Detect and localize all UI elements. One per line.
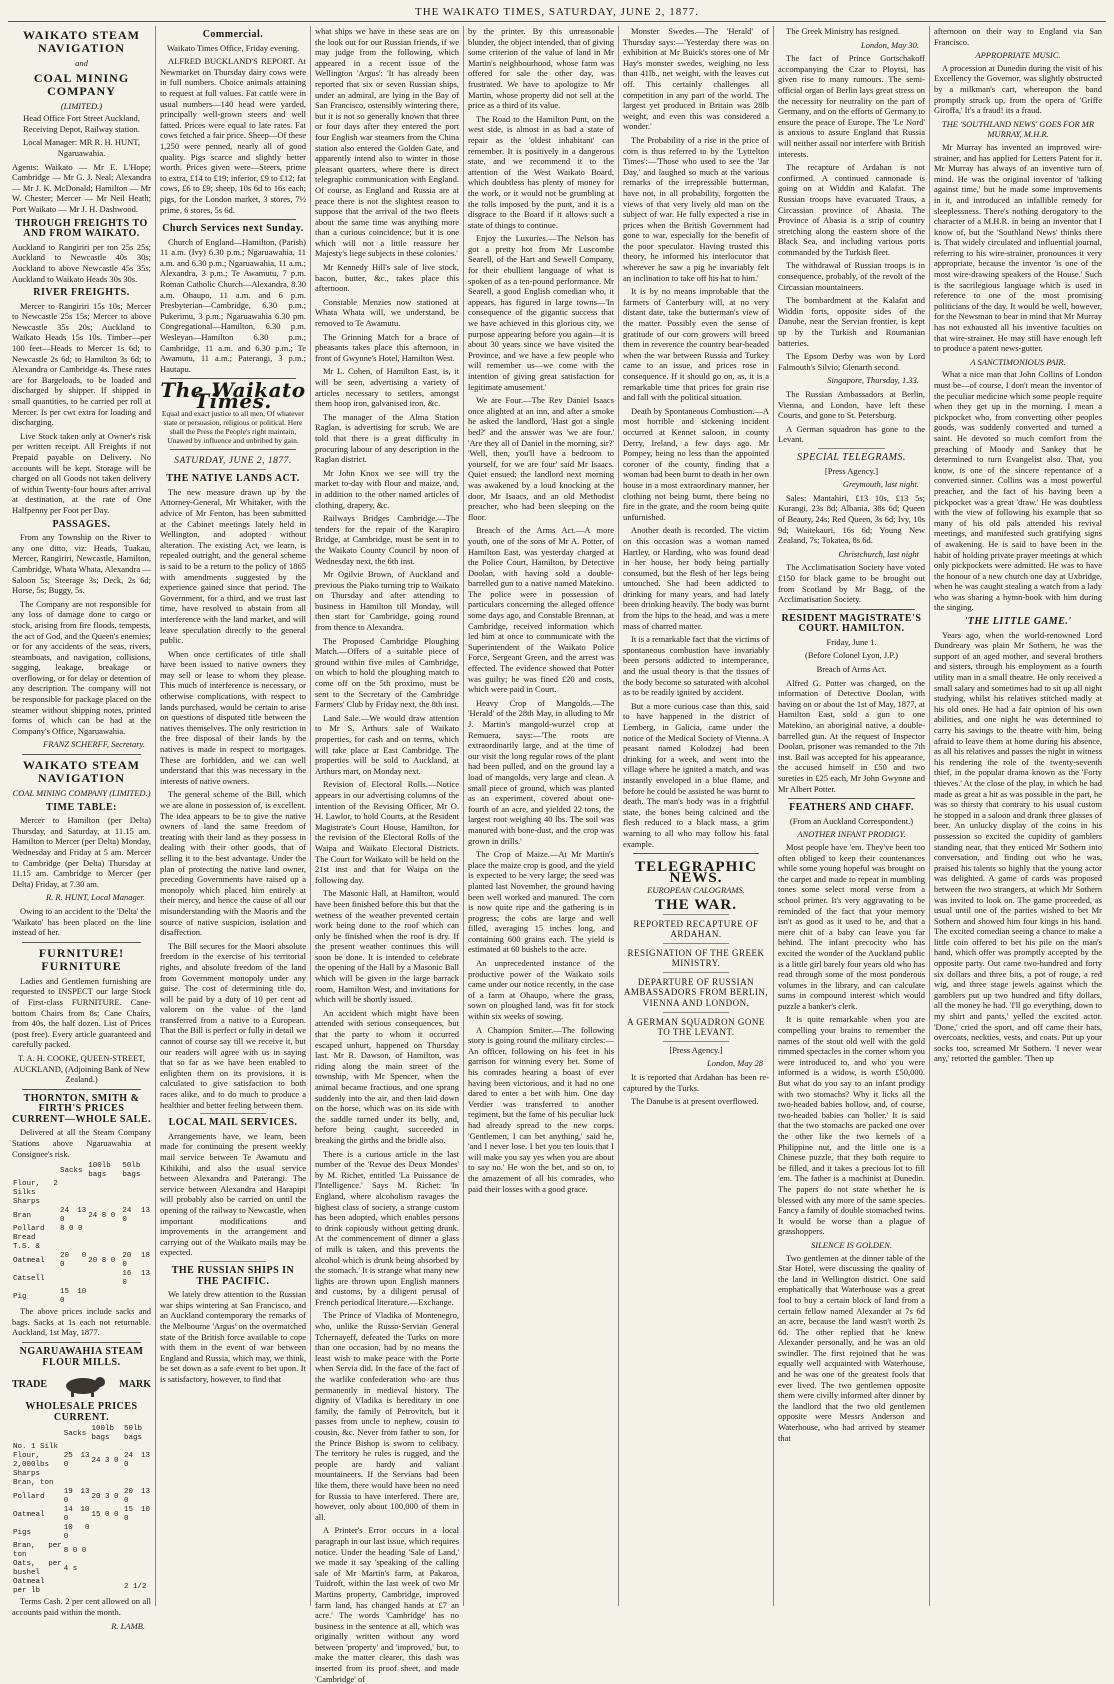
table-cell: Sharps bbox=[13, 1470, 41, 1479]
ad-prices-current-footer: The above prices include sacks and bags. Sacks at 1s each not returnable. Auckland, 1st May, 1877. bbox=[12, 1306, 151, 1338]
table-cell bbox=[59, 1270, 87, 1288]
greymouth-dateline: Greymouth, last night. bbox=[842, 479, 919, 490]
table-cell bbox=[63, 1470, 91, 1479]
table-cell: Flour, 2 Silks bbox=[13, 1180, 58, 1198]
table-row bbox=[12, 1488, 151, 1506]
news-item: A Printer's Error occurs in a local paragraph in our last issue, which requires notice. Under the heading 'Sale of Land,' we made it say 'speaking of the calling sale of Mr Martin's farm, at Pakaroa, Tuidroft, within the last week of two Mr Martins property, Cambridge, improved farm land, has changed hands at £7 an acre.' The words 'Cambridge' has no business in the sentence at all, which was originally written without any word between 'property' and 'improved,' but, to make the matter clearer, this dash was inserted from its proof sheet, and made 'Cambridge' of bbox=[315, 1525, 459, 1684]
news-item: Mr Ogilvie Brown, of Auckland and previous the Piako turning trip to Waikato on Thursday and after attending to business in Hamilton till Monday, will then start for Cambridge, going round from thence to Alexandra. bbox=[315, 569, 459, 633]
news-item: The Danube is at present overflowed. bbox=[631, 1096, 759, 1107]
table-row bbox=[12, 1198, 151, 1207]
divider bbox=[663, 1041, 729, 1042]
table-row bbox=[12, 1578, 151, 1596]
table-row bbox=[12, 1252, 151, 1270]
news-item: Mr John Knox we see will try the market to-day with flour and maize, and, in addition to the other named articles of clothing, drapery, &c. bbox=[315, 467, 459, 510]
sanctimonious-pair-heading: A SANCTIMONIOUS PAIR. bbox=[970, 356, 1066, 367]
russian-ships-text: We lately drew attention to the Russian war ships wintering at San Francisco, and an Auckland contemporary the remarks of the Melbourne 'Argus' on the overmatched state of the British force available to cope with them in the event of war between England and Russia, which may, we think, be set down as a safe event to bet upon. It is satisfactory, however, to find that bbox=[160, 1289, 306, 1384]
table-row bbox=[12, 1560, 151, 1578]
court-case-title: Breach of Arms Act. bbox=[816, 664, 887, 675]
table-cell: Pollard bbox=[13, 1492, 45, 1501]
ad-furniture-text: Ladies and Gentlemen furnishing are requested to INSPECT our large Stock of First-class FURNITURE. Cane-bottom Chairs from 8s; Cane Chairs, from 40s, the half dozen. List of Prices (post free). Every article guaranteed and carefully packed. bbox=[12, 975, 151, 1050]
christchurch-dateline: Christchurch, last night bbox=[838, 548, 919, 559]
ad-flour-mills-footer: Terms Cash. 2 per cent allowed on all accounts paid within the month. bbox=[12, 1596, 151, 1617]
table-cell bbox=[90, 1479, 123, 1488]
news-item: Enjoy the Luxuries.—The Nelson has got a pretty hot from Mr Luscombe Searell, of the Hart and Sewell Company, for their ebullient language of what is spoken of as a ten-pound performance. Mr Searell, a good English comedian who, it appears, has figured in large towns—'In consequence of the gigantic success that we have achieved in this glorious city, we purpose appearing before you again—it is about 30 years since we have visited the Province, and we have a few people who will remember us—we come with the intention of giving great satisfaction for legitimate amusement.' bbox=[468, 233, 614, 392]
table-cell bbox=[87, 1198, 121, 1207]
table-cell: Flour, 2,000lbs bbox=[13, 1452, 50, 1470]
news-item: Years ago, when the world-renowned Lord Dundreary was plain Mr Sothern, he was the support of an aged mother, and several brothers and sisters, through his employment as a fourth utility man in a small theatre. He only received a small salary and sometimes had to sit up all night studying, whilst his relatives stitched madly at his old ones. He had a fair opinion of his own abilities, and one night he was determined to carry his savings to the theatre with him, being afraid to leave them at home during his absence, as all his relatives and passes the night in witness his rendering the role of the twenty-seventh thief, in the popular drama known as the 'Forty thieves.' At the close of the play, in which he had made as great a hit as was possible in the part, he was so thirsty that contrary to his usual custom he stopped in a saloon and drank three glasses of beer. An unlucky display of the coins in his possession so excited the cupidity of gamblers standing near, that they enticed Mr Sothern into conversation, and finding out who he was, praised his talents so highly that the young actor was delighted. A game of cards was proposed between the two strangers, at which Mr Sothern was invited to look on. The game proceeded, as usual until one of the parties wished to bet Mr Sothern and showed him four kings in his hand. The excited comedian seeing a chance to make a little coin offered to bet his pile on the man's hand, which offer was promptly accepted by the opposite party. Out came two-hundred and forty six dollars and three bits, a pot of rouge, a red wig, and three stage jewels against which the gamblers put up two hundred and fifty dollars, all the money he had. 'I'll go everything, down to my shirt and pants,' yelled the excited actor. 'Done,' cried the sport, and off came their hats, overcoats, neckties, vests, and coats. Put up your socks too, screamed Mr Sothern. 'I never wear any,' retorted the gambler. 'Then up bbox=[934, 629, 1102, 1064]
editorial-dateline: SATURDAY, JUNE 2, 1877. bbox=[174, 455, 292, 466]
news-item: What a nice man that John Collins of London must be—of course, I don't mean the inventor of the peculiar medicine which some people require when they get up in the morning. I mean a pickpocket who, from converting other peoples goods, was suddenly converted and turned a saint. He devoted so much comfort from the preaching of Moody and Sankey that he determined to turn Evangelist also. That, you know, is one of the sincere repentance of a converted sinner. Collins was a most powerful preacher, and the fact of his having been a pickpocket was a great 'draw.' He was doubtless with the view of following his example that so many of his old pals attended his revival meetings, and manifested such gratifying signs of awakening. He is said to have been in the habit of holding private prayer meetings at which only pickpockets were admitted. He was to have the honour of a new church one day at Uxbridge, when he was caught stealing a watch from a lady who was sharing a hymn-book with him during the singing. bbox=[934, 369, 1102, 613]
table-cell: 24 8 0 bbox=[88, 1211, 116, 1220]
news-item: The Prince of Vladika of Montenegro, who, unlike the Russo-Servian General Tchernayeff, defeated the Turks on more than one occasion, had by no means the least wish to make peace with the Porte when Servia did. In the face of the fact of the warlike confederation who are thus permanently in medieval history. The dignity of Vladika is hereditary in one family, the family of Petrovitch, but it passes from uncle to nephew, cousin to cousin, &c. Never from father to son, for the Prince Bishop is sworn to celibacy. The territory he rules is rugged, and the people are hardy and valiant mountaineers. If the Servians had been like them, there would have been no need for Russia to have interfered. There are, however, only about 100,000 of them in all. bbox=[315, 1310, 459, 1522]
table-cell: 24 13 0 bbox=[59, 1207, 87, 1225]
war-subheading: A GERMAN SQUADRON GONE TO THE LEVANT. bbox=[627, 1016, 765, 1038]
table-header-cell: Sacks bbox=[63, 1429, 87, 1438]
war-subheading: RESIGNATION OF THE GREEK MINISTRY. bbox=[627, 947, 765, 969]
table-cell: Oatmeal bbox=[13, 1510, 45, 1519]
ad-steam-nav-signature: FRANZ SCHERFF, Secretary. bbox=[43, 739, 145, 750]
table-cell bbox=[87, 1270, 121, 1288]
newspaper-title: The Waikato Times. bbox=[160, 378, 306, 413]
column-container bbox=[8, 26, 1106, 1684]
native-lands-paragraph: The Bill secures for the Maori absolute freedom in the exercise of his territorial rights, and absolute freedom of the land from Government monopoly under any guise. The cost of determining title do, will be paid by a duty of 10 per cent ad valorem on the value of the land transferred from a native to a European. That the Bill is perfect or fully in detail we cannot of course say till we receive it, but our readers will agree with us in saying that so far as we have been enabled to enlighten them on its provisions, it is calculated to give satisfaction to both races alike, and to do much to produce a healthier and better feeling between them. bbox=[160, 940, 306, 1110]
table-cell: Oatmeal bbox=[13, 1256, 45, 1265]
war-subheading: DEPARTURE OF RUSSIAN AMBASSADORS FROM BERLIN, VIENNA AND LONDON. bbox=[623, 976, 769, 1009]
table-cell bbox=[121, 1234, 151, 1252]
ad-timetable-signature: R. R. HUNT, Local Manager. bbox=[45, 892, 145, 903]
feathers-and-chaff-heading: FEATHERS AND CHAFF. bbox=[789, 802, 914, 814]
news-item: Most people have 'em. They've been too often obliged to keep their countenances while some young hopeful was brought on the carpet and made to repeat in mumbling tones some select moral verse from a school primer. It's very aggravating to be reminded of the fact that your memory isn't as good as it used to be, and that a mere chit of a baby can leave you far behind. The infant precocity who has excited the wonder of the Auckland public is a little girl barely four years old who has read through some of the most ponderous volumes in the library, and can calculate sums in compound interest which would puzzle a banker's clerk. bbox=[778, 841, 925, 1011]
news-item: Two gentlemen at the dinner table of the Star Hotel, were discussing the quality of the land in Wellington district. One said emphatically that Waterhouse was a great fool to buy a certain block of land from a certain fellow named Alexander at 7s 6d an acre, because the land wasn't worth 2s 6d. The other replied that he knew Alexander personally, and he was an old swindler. The first rejoined that he was equally well acquainted with Waterhouse, and he was one of the greatest fools that ever lived. The two gentlemen opposite them were civilly informed after dinner by the landlord that the two old gentlemen opposite were Messrs Anderson and Waterhouse, who had arrived by steamer that bbox=[778, 1252, 925, 1443]
table-header-row bbox=[12, 1425, 151, 1443]
column-7 bbox=[930, 26, 1106, 1606]
table-cell: 19 13 0 bbox=[63, 1488, 90, 1506]
table-cell: Pig bbox=[13, 1292, 27, 1301]
table-cell: 8 0 0 bbox=[63, 1546, 87, 1555]
table-header-cell: 100lb bags bbox=[91, 1425, 114, 1443]
divider bbox=[200, 1261, 266, 1262]
table-cell bbox=[59, 1198, 87, 1207]
table-header-cell: 50lb bags bbox=[122, 1162, 141, 1180]
news-item: Revision of Electoral Rolls.—Notice appears in our advertising columns of the intention of the Revising Officer, Mr O. H. Lawlor, to hold Courts, at the Resident Magistrate's Court House, Hamilton, for the revision of the Electoral Rolls of the Waipa and Waikato Electoral Districts. The Court for Waikato will be held on the 21st inst and that for Waipa on the following day. bbox=[315, 779, 459, 885]
silence-golden-heading: SILENCE IS GOLDEN. bbox=[811, 1239, 892, 1250]
news-item: Constable Menzies now stationed at Whata Whata will, we understand, be removed to Te Awamutu. bbox=[315, 296, 459, 329]
news-item: The Crop of Maize.—At Mr Martin's place the maize crop is good, and the yield is expected to be very large; the seed was planted last November, the ground having been well worked and manured. The corn is now quite ripe and the gathering is in progress; the cobs are large and well filled, averaging 15 inches long, and containing 600 grains each. The yield is estimated at 60 bushels to the acre. bbox=[468, 849, 614, 955]
table-row bbox=[12, 1225, 151, 1234]
news-item: The recapture of Ardahan is not confirmed. A continued cannonade is going on at Widdin and Kalafat. The Russian troops have evacuated Traus, a Circassian province of Abasia. The Province of Abasia is a strip of country stretching along the eastern shore of the Black Sea, and including various ports commanded by the Turkish fleet. bbox=[778, 162, 925, 257]
table-cell bbox=[90, 1578, 123, 1596]
table-row bbox=[12, 1288, 151, 1306]
table-header-cell: 50lb bags bbox=[123, 1425, 142, 1443]
southland-news-heading: THE 'SOUTHLAND NEWS' GOES FOR MR MURRAY, M.H.R. bbox=[941, 118, 1095, 140]
table-cell bbox=[121, 1225, 151, 1234]
news-item: Mr L. Cohen, of Hamilton East, is, it will be seen, advertising a variety of articles necessary to settlers, amongst them hoop iron, galvanised iron, &c. bbox=[315, 366, 459, 409]
court-judge: (Before Colonel Lyon, J.P.) bbox=[804, 650, 899, 661]
table-cell: 24 13 0 bbox=[123, 1452, 150, 1470]
table-cell bbox=[90, 1542, 123, 1560]
table-cell: No. 1 Silk bbox=[13, 1443, 59, 1452]
news-item: The Proposed Cambridge Ploughing Match.—Offers of a suitable piece of ground within five miles of Cambridge, on which to hold the ploughing match to come off on the 5th proximo, must be sent to the Secretary of the Cambridge Farmers' Club by Friday next, the 8th inst. bbox=[315, 635, 459, 710]
news-item: Another death is recorded. The victim on this occasion was a woman named Hartley, or Harding, who was found dead in her house, her body being partially consumed, but the flesh of her legs being untouched. She had been addicted to drinking for many years, and had lately been drinking heavily. The body was burnt from the hips to the head, and was a mere mass of charred matter. bbox=[623, 525, 769, 631]
table-cell: 24 3 0 bbox=[91, 1456, 119, 1465]
table-header-cell bbox=[12, 1162, 59, 1180]
news-item: There is a curious article in the last number of the 'Revue des Deux Mondes' by M. Richet, entitled 'La Puissance de l'Intelligence.' Says M. Richet: 'In England, where alcoholism ravages the highest class of society, a strange custom has been adopted, which enables persons to drink copiously without getting drunk. At the commencement of dinner a glass of milk is taken, and this prevents the alcohol which is drunk being absorbed by the stomach.' It is strange what many new lights are thrown upon English manners and customs, by a diligent perusal of French periodical literature.—Exchange. bbox=[315, 1148, 459, 1307]
table-cell bbox=[87, 1234, 121, 1252]
table-cell: 15 10 0 bbox=[59, 1288, 87, 1306]
mark-label: MARK bbox=[119, 1378, 151, 1390]
lamb-trademark-icon bbox=[55, 1372, 111, 1398]
news-item: A Champion Smiter.—The following story is going round the military circles:—An officer, following on his feet in his garrison for winning every bet. Some of his comrades hearing a boast of ever having been victorious, and it had no one dared to enter a bet with him. One day Verdier was transferred to another regiment, but the fame of his peculiar luck had already spread to the new corps. 'Gentlemen, I can bet anything,' said he, 'and I never lose. I bet you ten louis that I will make you say yes when you are about to say no.' He won the bet, and so on, to the amazement of all his comrades, who paid their losses with a good grace. bbox=[468, 1024, 614, 1194]
native-lands-paragraph: The general scheme of the Bill, which we are alone in possession of, is excellent. The idea appears to be to give the native owners of land the same freedom of treating with their land as they possess in dealing with their other goods, that of selling it to the best advantage. Under the plan of protecting the native land owner, preceding Governments have raised up a monopoly which placed him entirely at their mercy, and hence the cause of all our misunderstanding with the Maoris and the source of native suspicion, isolation and disaffection. bbox=[160, 789, 306, 938]
ad-prices-current-table bbox=[12, 1162, 151, 1306]
divider bbox=[22, 754, 141, 755]
church-services-heading: Church Services next Sunday. bbox=[162, 223, 304, 235]
divider bbox=[200, 469, 266, 470]
table-row bbox=[12, 1479, 151, 1488]
news-item: The withdrawal of Russian troops is in consequence, probably, of the revolt of the Circassian mountaineers. bbox=[778, 260, 925, 292]
ad-steam-nav-liability: The Company are not responsible for any loss of damage done to cargo or stock, arising from fire floods, tempests, the act of God, and the Queen's enemies; or for any accidents of the seas, rivers, steamboats, and navigation, collisions, sagging, leakage, breakage or overflowing, or for delay or detention of any description. The company will not be responsible for package placed on the steamer without shipping notes, printed forms of which can be had at the Company's Office, Ngaruawahia. bbox=[12, 598, 151, 736]
table-cell bbox=[123, 1560, 151, 1578]
news-item: We are Four.—The Rev Daniel Isaacs once alighted at an inn, and after a smoke he asked the landlord, 'Hast got a single bed?' and the answer was 'we are four.' 'Are they all of Daniel in the morning, sir?' 'Well, then, you'll have a bedroom to yourself, for we are four' said Mr Isaacs. Quiet ensued; the landlord next morning was awakened by a loud knocking at the door, Mr Isaacs, and an old Methodist preacher, who had been sleeping on the floor. bbox=[468, 395, 614, 522]
divider bbox=[22, 1342, 141, 1343]
news-item: A German squadron has gone to the Levant. bbox=[778, 423, 925, 445]
news-item: The Masonic Hall, at Hamilton, would have been finished before this but that the wetness of the weather prevented certain work being done to the roof which can only be finished when the roof is dry. If the present weather continues this will soon be done. It is intended to celebrate the opening of the Hall by a Masonic Ball which will be given in the large barrack room, Hamilton West, and invitations for which will be shortly issued. bbox=[315, 888, 459, 1005]
table-cell bbox=[90, 1470, 123, 1479]
ad-steam-nav-rates: Auckland to Rangiriri per ton 25s 25s; Auckland to Newcastle 40s 30s; Auckland to above Newcastle 45s 35s; Auckland to Waikato Heads 30s 30s. bbox=[12, 241, 151, 284]
divider bbox=[663, 914, 729, 915]
table-cell bbox=[59, 1180, 87, 1198]
table-row bbox=[12, 1207, 151, 1225]
table-cell: Sharps bbox=[13, 1198, 41, 1207]
table-cell: 25 13 0 bbox=[63, 1452, 90, 1470]
table-cell: 20 0 0 bbox=[59, 1252, 87, 1270]
ad-steam-nav-manager: Local Manager: MR R. H. HUNT, Ngaruawahia. bbox=[23, 137, 140, 158]
divider bbox=[788, 798, 915, 799]
news-item: But a more curious case than this, said to have happened in the district of Lemberg, in Galicia, came under the notice of the Medical Society of Vienna. A peasant named Kolodzej had been drinking for a week, and went into the village where he ignited a match, and was instantly enveloped in a blue flame, and before he could be assisted he was burnt to death. The man's body was in a frightful state, the bones being calcined and the flesh reduced to a black mass, a grim warning to all who may follow his fatal example. bbox=[623, 700, 769, 849]
news-item: by the printer. By this unreasonable blunder, the object intended, that of giving some criterion of the value of land in Mr Martin's neighbourhood, whose farm was offered for sale the other day, was frustrated. We have to apologize to Mr Martin, whose property did not sell at the price as a third of its value. bbox=[468, 26, 614, 111]
news-item: It is a remarkable fact that the victims of spontaneous combustion have invariably been persons addicted to intemperance, and the usual theory is that the tissues of the body become so saturated with alcohol as to be readily ignited by accident. bbox=[623, 634, 769, 698]
ad-timetable-title: WAIKATO STEAM NAVIGATION bbox=[23, 758, 140, 786]
ad-steam-nav-freights-heading: THROUGH FREIGHTS TO AND FROM WAIKATO. bbox=[15, 217, 148, 240]
news-item: Railways Bridges Cambridge.—The tenders for the repair of the Karapiro Bridge, at Cambridge, must be sent in to the Waikato County Council by noon of Wednesday next, the 6th inst. bbox=[315, 513, 459, 566]
page-masthead: THE WAIKATO TIMES, SATURDAY, JUNE 2, 1877. bbox=[8, 6, 1106, 22]
news-item: It is quite remarkable when you are compelling your brains to remember the names of the stout old well with the gold rimmed spectacles in the corner whom you were introduced to, and who you were informed is a widow, is worth £50,000. But what do you say to an infant prodigy with two stomachs? Why it licks all the two-headed babies hollow, and, of course, two-headed babies can 'holler.' It is said that the two stomachs are packed one over the other like the two kernels of a Philippine nut, and the little one is a Chinese puzzle, that they both require to be filled, and it takes a precious lot to fill 'em. The father is a machinist at Dunedin. The papers do not state whether he is blessed with any more of the same species. Fancy a family of double stomached twins. It would be worse than a plague of grasshoppers. bbox=[778, 1014, 925, 1237]
news-item: Heavy Crop of Mangolds.—The 'Herald' of the 28th May, in alluding to Mr J. Martin's mangold-wurzel crop at Remuera, says:—'The roots are extraordinarily large, and at the time of our visit the long regular rows of the plant had been pulled, and on the ground lay a load of mangolds, very large and clean. A small piece of ground, which was planted as an experiment, covered about one-fourth of an acre, and yielded 22 tons, the largest root weighing 40 lbs. The soil was manured with bone-dust, and the crop was grown in drills.' bbox=[468, 697, 614, 846]
divider bbox=[170, 219, 296, 220]
local-mail-text: Arrangements have, we learn, been made for continuing the present weekly mail service between Te Awamutu and Kihikihi, and also the usual service between Alexandra and Paterangi. The service between Alexandra and Harapipi will probably also be carried on until the opening of the railway to Newcastle, when important modifications and improvements in the arrangement and carrying out of the Waikato mails may be expected. bbox=[160, 1130, 306, 1258]
table-cell: Bran, ton bbox=[13, 1479, 54, 1488]
table-cell bbox=[123, 1470, 151, 1479]
table-row bbox=[12, 1270, 151, 1288]
ad-timetable-note: Owing to an accident to the 'Delta' the 'Waikato' has been placed on the line instead of her. bbox=[12, 905, 151, 938]
table-row bbox=[12, 1542, 151, 1560]
london-dateline: London, May 28 bbox=[707, 1058, 763, 1069]
table-cell bbox=[123, 1479, 151, 1488]
ad-flour-mills-signature: R. LAMB. bbox=[111, 1620, 145, 1631]
church-services-text: Church of England—Hamilton, (Parish) 11 a.m. (Ivy) 6.30 p.m.; Ngaruawahia, 11 a.m. and 6.30 p.m.; Ngaruawahia, 11 a.m.; Alexandra, 3 p.m.; Te Awamutu, 7 p.m. Roman Catholic Church—Alexandra, 8.30 a.m. Ohaupo, 11 a.m. and 6 p.m. Presbyterian—Cambridge, 6.30 p.m.; Pukerimu, 3 p.m.; Ngaruawahia 6.30 pm. Congregational—Hamilton, 6.30 p.m. Wesleyan—Hamilton 6.30 p.m.; Cambridge, 11 a.m. and 6.30 p.m.; Te Awamutu, 11 a.m.; Paterangi, 3 p.m.; Hautapu. bbox=[160, 236, 306, 374]
divider bbox=[818, 448, 885, 449]
table-cell bbox=[123, 1542, 151, 1560]
ad-flour-mills-title-2: WHOLESALE PRICES CURRENT. bbox=[25, 1401, 138, 1423]
news-item: The Acclimatisation Society have voted £150 for black game to be brought out from Scotland by Mr Bagg, of the Acclimatisation Society. bbox=[778, 562, 925, 605]
commercial-heading: Commercial. bbox=[202, 29, 264, 40]
ad-steam-nav-river-text: Mercer to Rangiriri 15s 10s; Mercer to Newcastle 25s 15s; Mercer to above Newcastle 35s 20s; Auckland to Waikato Heads 15s 10s. Timber—per 100 feet—Heads to Mercer 1s 6d; to Newcastle 2s 6d; to Hamilton 3s 6d; to Alexandra or Cambridge 4s. These rates are for Bargeloads, to be loaded and discharged by shipper. If shipped in small quantities, to be carried per roll at Mercer. Is per cwt extra for loading and discharging. bbox=[12, 300, 151, 428]
divider bbox=[22, 1089, 141, 1090]
table-header-cell bbox=[12, 1425, 63, 1443]
news-item: Breach of the Arms Act.—A more youth, one of the sons of Mr A. Potter, of Hamilton East, was yesterday charged at the Police Court, Hamilton, by Detective Doolan, with having sold a double-barrelled gun to a native named Matekino. The police were in possession of particulars concerning the alleged offence some days ago, and Constable Brennan, at Cambridge, received information which led him at once to communicate with the Superintendent of the Waikato Police Force, Sergeant Green, and the arrest was effected. The evidence showed that Potter was guilty; he was fined £20 and costs, which were paid in Court. bbox=[468, 525, 614, 695]
news-item: A procession at Dunedin during the visit of his Excellency the Governor, was slightly obstructed by a milkman's cart, whereupon the band promptly struck up, from the opera of 'Griffe Giroffa,' It's a fraud! its a fraud. bbox=[934, 62, 1102, 116]
table-cell bbox=[87, 1225, 121, 1234]
singapore-dateline: Singapore, Thursday, 1.33. bbox=[827, 375, 919, 386]
divider bbox=[22, 942, 141, 943]
feathers-and-chaff-subheading: (From an Auckland Correspondent.) bbox=[789, 815, 914, 826]
column-1-advertisements bbox=[8, 26, 156, 1631]
ad-flour-mills-title: NGARUAWAHIA STEAM FLOUR MILLS. bbox=[19, 1346, 144, 1368]
divider bbox=[633, 853, 759, 854]
table-row bbox=[12, 1470, 151, 1479]
news-item: The Russian Ambassadors at Berlin, Vienna, and London, have left these Courts, and gone to St. Petersburg. bbox=[778, 389, 925, 421]
ad-steam-nav-passages-text: From any Township on the River to any one ditto, viz: Heads, Tuakau, Mercer, Rangiriri, Newcastle, Hamilton, Cambridge, Whata Whata, Alexandra — Saloon 5s; Steerage 3s; Deck, 2s 6d; Horse, 5s; Buggy, 5s. bbox=[12, 532, 151, 596]
table-cell: Bran, per ton bbox=[13, 1542, 62, 1560]
ad-furniture-title: FURNITURE! FURNITURE bbox=[38, 945, 125, 973]
special-telegrams-heading: SPECIAL TELEGRAMS. bbox=[797, 451, 906, 463]
news-item: The bombardment at the Kalafat and Widdin forts, opposite sides of the Danube, near the Servian frontier, is kept up by the Turkish and Roumanian batteries. bbox=[778, 295, 925, 348]
table-cell: 20 3 0 bbox=[91, 1492, 119, 1501]
news-item: It is by no means improbable that the farmers of Canterbury will, at no very distant date, take the butterman's view of the matter. Possibly even the sense of gratitude of our corn growers will breed them in reverence the country bear-headed when the war between Russia and Turkey came to an issue, and prices rose in consequence. If it should go on, as, it is a remarkable time that prices for grain rise and fall with the political situation. bbox=[623, 286, 769, 403]
russian-ships-heading: THE RUSSIAN SHIPS IN THE PACIFIC. bbox=[171, 1264, 295, 1287]
table-cell: Oats, per bushel bbox=[13, 1560, 62, 1578]
table-row bbox=[12, 1524, 151, 1542]
table-row bbox=[12, 1452, 151, 1470]
ad-steam-nav-and: and bbox=[75, 58, 88, 68]
news-item: afternoon on their way to England via San Francisco. bbox=[934, 26, 1102, 47]
the-war-heading: THE WAR. bbox=[655, 896, 737, 913]
table-row bbox=[12, 1180, 151, 1198]
ad-prices-current-title: THORNTON, SMITH & FIRTH'S PRICES CURRENT—WHOLE SALE. bbox=[12, 1092, 151, 1125]
table-cell: 10 0 0 bbox=[63, 1524, 90, 1542]
table-cell bbox=[90, 1560, 123, 1578]
table-cell bbox=[121, 1180, 151, 1198]
native-lands-paragraph: When once certificates of title shall have been issued to native owners they may sell or lease to whom they please. This much of interference is necessary, or otherwise complications, with respect to lands purchased, would be certain to arise on questions of disputed title between the natives themselves. The only restriction in the free disposal of their lands by the natives is made in respect to mortgages. These are forbidden, and we can well understand that this was necessary in the interests of native owners. bbox=[160, 648, 306, 786]
news-item: The manager of the Alma Station Raglan, is advertising for scrub. We are told that there is a great difficulty in procuring labour of any description in the Raglan district. bbox=[315, 411, 459, 465]
table-cell: 15 10 0 bbox=[123, 1506, 150, 1524]
table-cell: Catsell bbox=[13, 1274, 45, 1283]
column-2 bbox=[156, 26, 311, 1606]
ad-flour-mills-trademark bbox=[12, 1372, 151, 1398]
infant-prodigy-heading: ANOTHER INFANT PRODIGY. bbox=[797, 829, 906, 840]
table-row bbox=[12, 1506, 151, 1524]
news-item: It is reported that Ardahan has been re-captured by the Turks. bbox=[623, 1072, 769, 1093]
table-cell bbox=[63, 1578, 91, 1596]
table-header-row bbox=[12, 1162, 151, 1180]
news-item: The Probability of a rise in the price of corn is thus referred to by the 'Lyttelton Times':—'Those who used to see the 'Jar Day,' and laughed so much at the various remarks of the irrepressible butterman, have not, in all probability, forgotten the views of that very lively old man on the subject of war. He fully expected a rise in prices when the British Government had gone to war, especially for the benefit of the poor speculator. Having trusted this theory, he informed his interlocutor that wherever he saw a pig he invariably felt an inclination to take off his hat to him.' bbox=[623, 134, 769, 283]
london-dateline: London, May 30. bbox=[860, 39, 919, 50]
court-report: Alfred G. Potter was charged, on the information of Detective Doolan, with having on or about the 1st of May, 1877, at Hamilton East, sold a gun to one Matekino, an aboriginal native, a double-barrelled gun. At the request of Inspector Doolan, prisoner was remanded to the 7th inst. Bail was accepted for his appearance, the accused himself in £50 and two sureties in £25 each, Mr John Gwynne and Mr Albert Potter. bbox=[778, 677, 925, 794]
table-cell bbox=[123, 1443, 151, 1452]
ad-prices-current-text: Delivered at all the Steam Company Stations above Ngaruawahia at Consignee's risk. bbox=[12, 1127, 151, 1159]
divider bbox=[788, 609, 915, 610]
trade-label: TRADE bbox=[12, 1378, 48, 1390]
news-item: Death by Spontaneous Combustion.—A most horrible and sickening incident occurred at Kennet saloon, in county Derry, Ireland, a few days ago. Mr Pompey, being no less than the appointed coroner of the county, finding that a woman had been burnt to death in her own house in a most extraordinary manner, her clothing not being burnt, there being no fire in the grate, and the room being quite unfurnished. bbox=[623, 405, 769, 522]
table-cell: 15 0 0 bbox=[91, 1510, 119, 1519]
table-cell: 2 1/2 bbox=[123, 1582, 147, 1591]
table-header-cell: 100lb bags bbox=[88, 1162, 111, 1180]
news-item: The fact of Prince Gortschakoff accompanying the Czar to Ploytsi, has given rise to many rumours. The semi-official organ of Berlin lays great stress on the necessity for neutrality on the part of Germany, and on the efforts of Germany to ensure the peace of Europe. The 'Le Nord' is anxious to assure England that Russia will neither assail nor interfere with British interests. bbox=[778, 53, 925, 159]
table-row bbox=[12, 1234, 151, 1252]
table-cell bbox=[121, 1198, 151, 1207]
table-cell bbox=[63, 1479, 91, 1488]
table-cell: Pigs bbox=[13, 1528, 32, 1537]
ad-steam-nav-limited: (LIMITED.) bbox=[60, 100, 103, 111]
ad-steam-nav-agents: Agents: Waikato — Mr E. L'Hope; Cambridge — Mr G. J. Neal; Alexandra — Mr J. K. McDonald; Hamilton — Mr W. Chester; Mercer — Mr Neil Heath; Port Waikato — Mr J. H. Dashwood. bbox=[12, 161, 151, 214]
divider bbox=[170, 449, 296, 450]
table-cell: 8 0 0 bbox=[59, 1225, 83, 1234]
ad-timetable-text: Mercer to Hamilton (per Delta) Thursday, and Saturday, at 11.15 am. Hamilton to Mercer (per Delta) Monday, Wednesday and Friday at 5 am. Mercer to Cambridge (per Delta) Thursday at 11.15 am. Cambridge to Mercer (per Delta) Friday, at 7.30 am. bbox=[12, 815, 151, 889]
table-cell bbox=[63, 1443, 91, 1452]
news-item: The Greek Ministry has resigned. bbox=[786, 26, 901, 36]
news-item: Sales: Mantahiri, £13 10s, £13 5s; Kurangi, 23s 8d; Albania, 38s 6d; Queen of Beauty, 24s; Red Queen, 3s 6d; Ivy, 10s 9d; Waitekauri, 16s 6d; Young New Zealand, 7s; Tokatea, 8s 6d. bbox=[778, 492, 925, 546]
ad-steam-nav-notes: Live Stock taken only at Owner's risk per written receipt. All Freights if not Prepaid payable on Delivery. No accounts will be kept. Storage will be charged on all Goods not taken delivery of within Twenty-four hours after arrival at destination, at the rate of One Halfpenny per Foot per Day. bbox=[12, 430, 151, 515]
column-3 bbox=[311, 26, 464, 1684]
table-cell bbox=[121, 1288, 151, 1306]
war-subheading: REPORTED RECAPTURE OF ARDAHAN. bbox=[633, 918, 759, 940]
table-cell: 14 10 0 bbox=[63, 1506, 90, 1524]
news-item: An unprecedented instance of the productive power of the Waikato soils came under our notice recently, in the case of a farm at Ohaupo, where the grass, sown on ploughed land, was fit for stock within six weeks of sowing. bbox=[468, 958, 614, 1022]
ad-steam-nav-title-2: COAL MINING COMPANY bbox=[33, 70, 130, 98]
ad-steam-nav-office: Head Office Fort Street Auckland. Receiving Depot, Railway station. bbox=[23, 113, 140, 134]
little-game-heading: 'THE LITTLE GAME.' bbox=[964, 616, 1072, 628]
local-mail-heading: LOCAL MAIL SERVICES. bbox=[168, 1117, 298, 1129]
ad-timetable-heading: TIME TABLE: bbox=[46, 801, 117, 813]
table-cell: Bread T.S. & bbox=[13, 1234, 41, 1252]
table-cell: 20 18 0 bbox=[122, 1252, 150, 1270]
ad-steam-nav-passages-heading: PASSAGES. bbox=[52, 518, 111, 530]
table-cell: 20 13 0 bbox=[123, 1488, 150, 1506]
commercial-subheading: Waikato Times Office, Friday evening. bbox=[166, 42, 300, 53]
news-item: The Epsom Derby was won by Lord Falmouth's Silvio; Glenarth second. bbox=[778, 351, 925, 372]
news-item: Land Sale.—We would draw attention to Mr S. Arthurs sale of Waikato properties, for cash and on terms, which will take place at East Cambridge. The properties will be sold to Auckland, at Arthurs mart, on Monday next. bbox=[315, 712, 459, 776]
ad-furniture-signature: T. A. H. COOKE, QUEEN-STREET, AUCKLAND, (Adjoining Bank of New Zealand.) bbox=[13, 1052, 150, 1085]
table-cell bbox=[90, 1524, 123, 1542]
ad-steam-nav-title: WAIKATO STEAM NAVIGATION bbox=[23, 28, 140, 55]
table-cell bbox=[123, 1524, 151, 1542]
table-cell: Oatmeal per lb bbox=[13, 1578, 45, 1596]
divider bbox=[663, 1012, 729, 1013]
commercial-report: ALFRED BUCKLAND'S REPORT. At Newmarket on Thursday dairy cows were in full numbers. Choice animals attaining to request at full values. Fat cattle were in usual numbers—140 head were yarded, principally well-grown steers and well fatted. Prices were equal to late rates. Fat cows fetched a fair price. Sheep—Of these 1,250 were penned, nearly all of good quality. Pigs scarce and slightly better worth. Prices given were—Steers, prime to extra, £14 to £19; inferior, £9 to £12; fat cows, £6 to £9; sheep, 10s 6d to 16s each; pigs, for the London market, 3 stores, 7½ prime, 6 stores, 5s 6d. bbox=[160, 56, 306, 215]
table-cell: 4 s bbox=[63, 1564, 78, 1573]
ad-steam-nav-river-heading: RIVER FREIGHTS. bbox=[33, 287, 130, 299]
article-paragraph: what ships we have in these seas are on the look out for our Russian friends, if we may judge from the following, which appeared in a recent issue of the Wellington 'Argus': 'It has already been reported that six or seven Russian ships, under an admiral, are lying in the Bay of San Francisco, ostensibly wintering there, but it is not so generally known that three or four days after they entered the port four English war steamers from the China station also entered the Golden Gate, and apparently intend also to winter in those pleasant quarters, where there is direct telegraphic communication with England. Of course, as England and Russia are at peace there is not the slightest reason to suppose that the arrival of the two fleets about the same time was anything more than a curious coincidence; but it is one which will not a little reassure her Majesty's liege subjects in these colonies.' bbox=[315, 26, 459, 259]
european-calograms-subheading: EUROPEAN CALOGRAMS. bbox=[647, 885, 745, 896]
table-header-cell: Sacks bbox=[59, 1166, 83, 1175]
table-cell: Pollard bbox=[13, 1225, 45, 1234]
column-6 bbox=[774, 26, 930, 1606]
divider bbox=[663, 972, 729, 973]
news-item: Mr Kennedy Hill's sale of live stock, bacon, butter, &c., takes place this afternoon. bbox=[315, 262, 459, 294]
table-cell: 24 13 0 bbox=[122, 1207, 150, 1225]
column-5 bbox=[619, 26, 774, 1606]
divider bbox=[663, 943, 729, 944]
press-agency-label: [Press Agency.] bbox=[824, 465, 879, 476]
table-cell: 20 8 0 bbox=[88, 1256, 116, 1265]
appropriate-music-heading: APPROPRIATE MUSIC. bbox=[975, 50, 1061, 61]
native-lands-heading: THE NATIVE LANDS ACT. bbox=[166, 473, 300, 485]
newspaper-motto: Equal and exact justice to all men, Of whatever state or persuasion, religious or political. Here shall the Press the People's right maintain, Unawed by influence and unbribed by gain. bbox=[161, 408, 305, 445]
news-item: An accident which might have been attended with serious consequences, but that the party to whom it occurred escaped unhurt, happened on Thursday last. Mr R. Dawson, of Hamilton, was riding along the main street of the township, with Mr Spencer, when the animal became fractious, and one sprang suddenly into the air, and then laid down on the horse, which was on its side with the saddle turned under its belly, and, before being caught, succeeded in breaking the girths and the bridle also. bbox=[315, 1007, 459, 1145]
table-cell bbox=[87, 1288, 121, 1306]
resident-magistrate-heading: RESIDENT MAGISTRATE'S COURT. HAMILTON. bbox=[781, 612, 922, 635]
table-cell bbox=[59, 1234, 87, 1252]
news-item: The Road to the Hamilton Punt, on the west side, is almost in as bad a state of repair as the 'oldest inhabitant' can remember. It is positively in a dangerous state, and we recommend it to the attention of the West Waikato Board, which doubtless has plenty of money for the work, or it would not be grumbling at the tolls imposed by the punt, and it is a disgrace to the Board if it allows such a state of things to continue. bbox=[468, 113, 614, 230]
table-row bbox=[12, 1443, 151, 1452]
column-4 bbox=[464, 26, 619, 1606]
native-lands-paragraph: The new measure drawn up by the Attorney-General, Mr Whitaker, with the advice of Mr Fenton, has been submitted at the Cabinet meetings lately held in Wellington, and adopted without alteration. The existing Act, we learn, is repealed outright, and the general scheme is said to be a return to the policy of 1865 with amendments suggested by the experience gained since that period. The Government, for a third, and we trust last time, have resolved to abstain from all interference with the land market, and will leave speculation directly to the general public. bbox=[160, 486, 306, 646]
ad-flour-mills-table bbox=[12, 1425, 151, 1596]
press-agency-label: [Press Agency.] bbox=[669, 1044, 723, 1055]
table-cell bbox=[90, 1443, 123, 1452]
table-cell bbox=[87, 1180, 121, 1198]
ad-timetable-title-2: COAL MINING COMPANY (LIMITED.) bbox=[12, 788, 151, 799]
table-cell: Bran bbox=[13, 1211, 32, 1220]
table-cell: 16 13 0 bbox=[122, 1270, 150, 1288]
news-item: Mr Murray has invented an improved wire-strainer, and has applied for Letters Patent for it. Mr Murray has always of an inventive turn of mind. He was the original inventor of 'talking against time,' but he made some improvements in it, and introduced an infallible remedy for sleeplessness. There's nothing derogatory to the character of a M.H.R. in being an inventor that I know of, but the 'Southland News' thinks there is. That widely circulated and influential journal, referring to his wire-strainer, pronounces it very appropriate, because the inventor 'is one of the most wire-drawing speakers of the House.' Such is the sacrilegious language which is used in reference to one of the most promising politicians of the day. It would be well, however, for the Newsman to bear in mind that Mr Murray has not exhausted all his inventive faculties on that wire-strainer. He may still have enough left to produce a patent news-gutter. bbox=[934, 141, 1102, 354]
court-date: Friday, June 1. bbox=[826, 636, 877, 647]
telegraphic-news-heading: TELEGRAPHIC NEWS. bbox=[635, 859, 757, 886]
divider bbox=[200, 1113, 266, 1114]
news-item: Monster Swedes.—The 'Herald' of Thursday says:—'Yesterday there was on exhibition at Mr Buick's stores one of Mr Hay's monster swedes, weighing no less than 41lb., net weight, with the leaves cut off. This certainly challenges all competition in any part of the world. The largest yet produced in Britain was 28lb weight, and even this was considered a wonder.' bbox=[623, 26, 769, 132]
news-item: The Grinning Match for a brace of pheasants takes place this afternoon, in front of Gwynne's Hotel, Hamilton West. bbox=[315, 331, 459, 363]
